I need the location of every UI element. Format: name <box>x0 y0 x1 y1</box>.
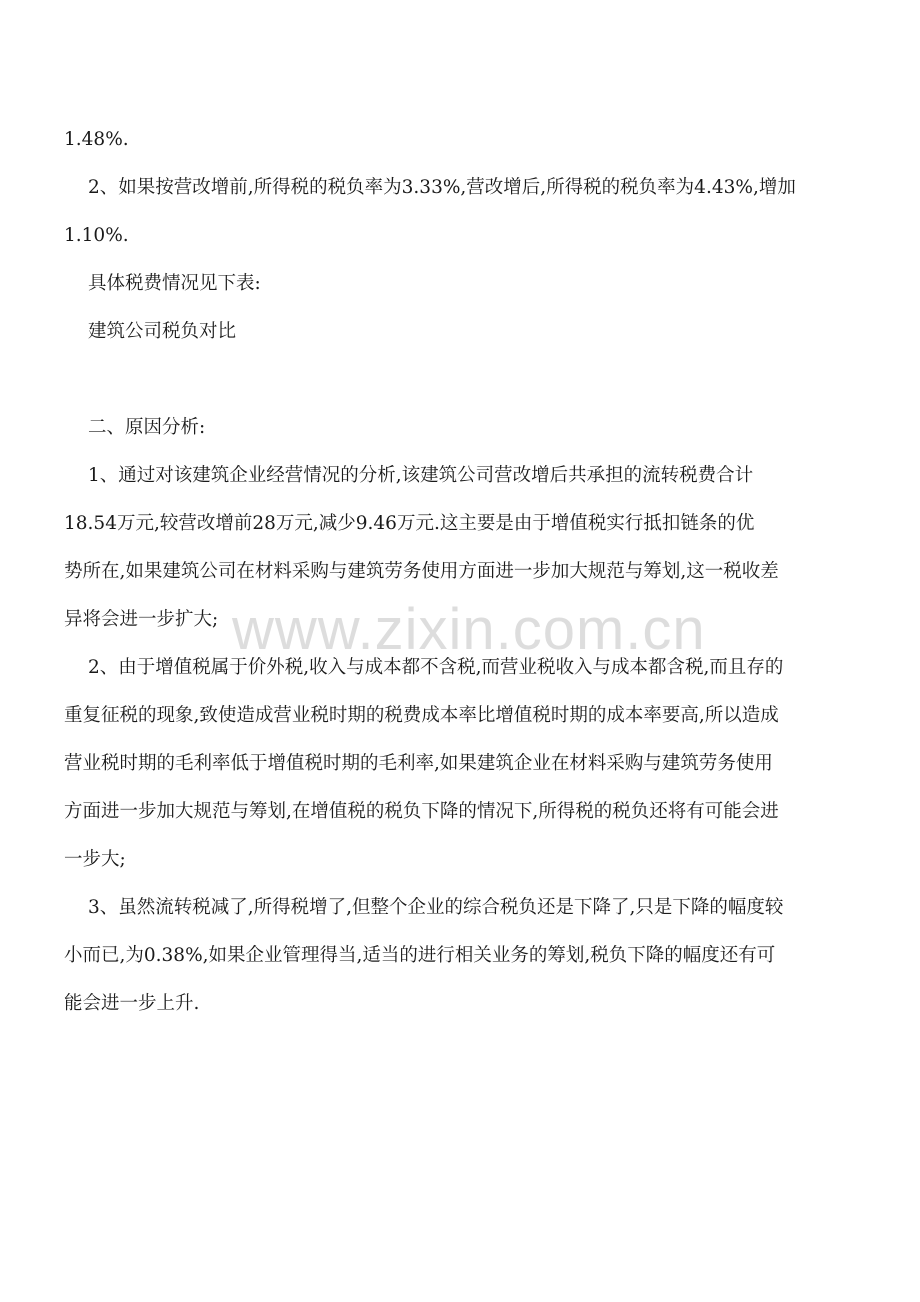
text-line: 3、虽然流转税减了,所得税增了,但整个企业的综合税负还是下降了,只是下降的幅度较 <box>88 897 784 918</box>
section-heading: 二、原因分析: <box>88 417 206 438</box>
blank-space <box>64 356 856 404</box>
text-line: 2、由于增值税属于价外税,收入与成本都不含税,而营业税收入与成本都含税,而且存的 <box>88 657 784 678</box>
table-caption: 建筑公司税负对比 <box>88 321 237 342</box>
text-line: 重复征税的现象,致使造成营业税时期的税费成本率比增值税时期的成本率要高,所以造成 <box>64 705 779 726</box>
text-line: 小而已,为0.38%,如果企业管理得当,适当的进行相关业务的筹划,税负下降的幅度还有可 <box>64 945 776 966</box>
text-line: 一步大; <box>64 849 126 870</box>
text-line: 2、如果按营改增前,所得税的税负率为3.33%,营改增后,所得税的税负率为4.43%,增加 <box>88 177 796 198</box>
text-line: 1.10%. <box>64 225 129 246</box>
document-body <box>64 116 856 1028</box>
text-line: 营业税时期的毛利率低于增值税时期的毛利率,如果建筑企业在材料采购与建筑劳务使用 <box>64 753 773 774</box>
text-line: 具体税费情况见下表: <box>88 273 261 294</box>
text-line: 异将会进一步扩大; <box>64 609 219 630</box>
text-line: 方面进一步加大规范与筹划,在增值税的税负下降的情况下,所得税的税负还将有可能会进 <box>64 801 779 822</box>
text-line: 1.48%. <box>64 129 129 150</box>
text-line: 18.54万元,较营改增前28万元,减少9.46万元.这主要是由于增值税实行抵扣链条的优 <box>64 513 755 534</box>
text-line: 1、通过对该建筑企业经营情况的分析,该建筑公司营改增后共承担的流转税费合计 <box>88 465 754 486</box>
watermark: www.zixin.com.cn <box>232 597 706 662</box>
text-line: 能会进一步上升. <box>64 993 200 1014</box>
text-line: 势所在,如果建筑公司在材料采购与建筑劳务使用方面进一步加大规范与筹划,这一税收差 <box>64 561 779 582</box>
